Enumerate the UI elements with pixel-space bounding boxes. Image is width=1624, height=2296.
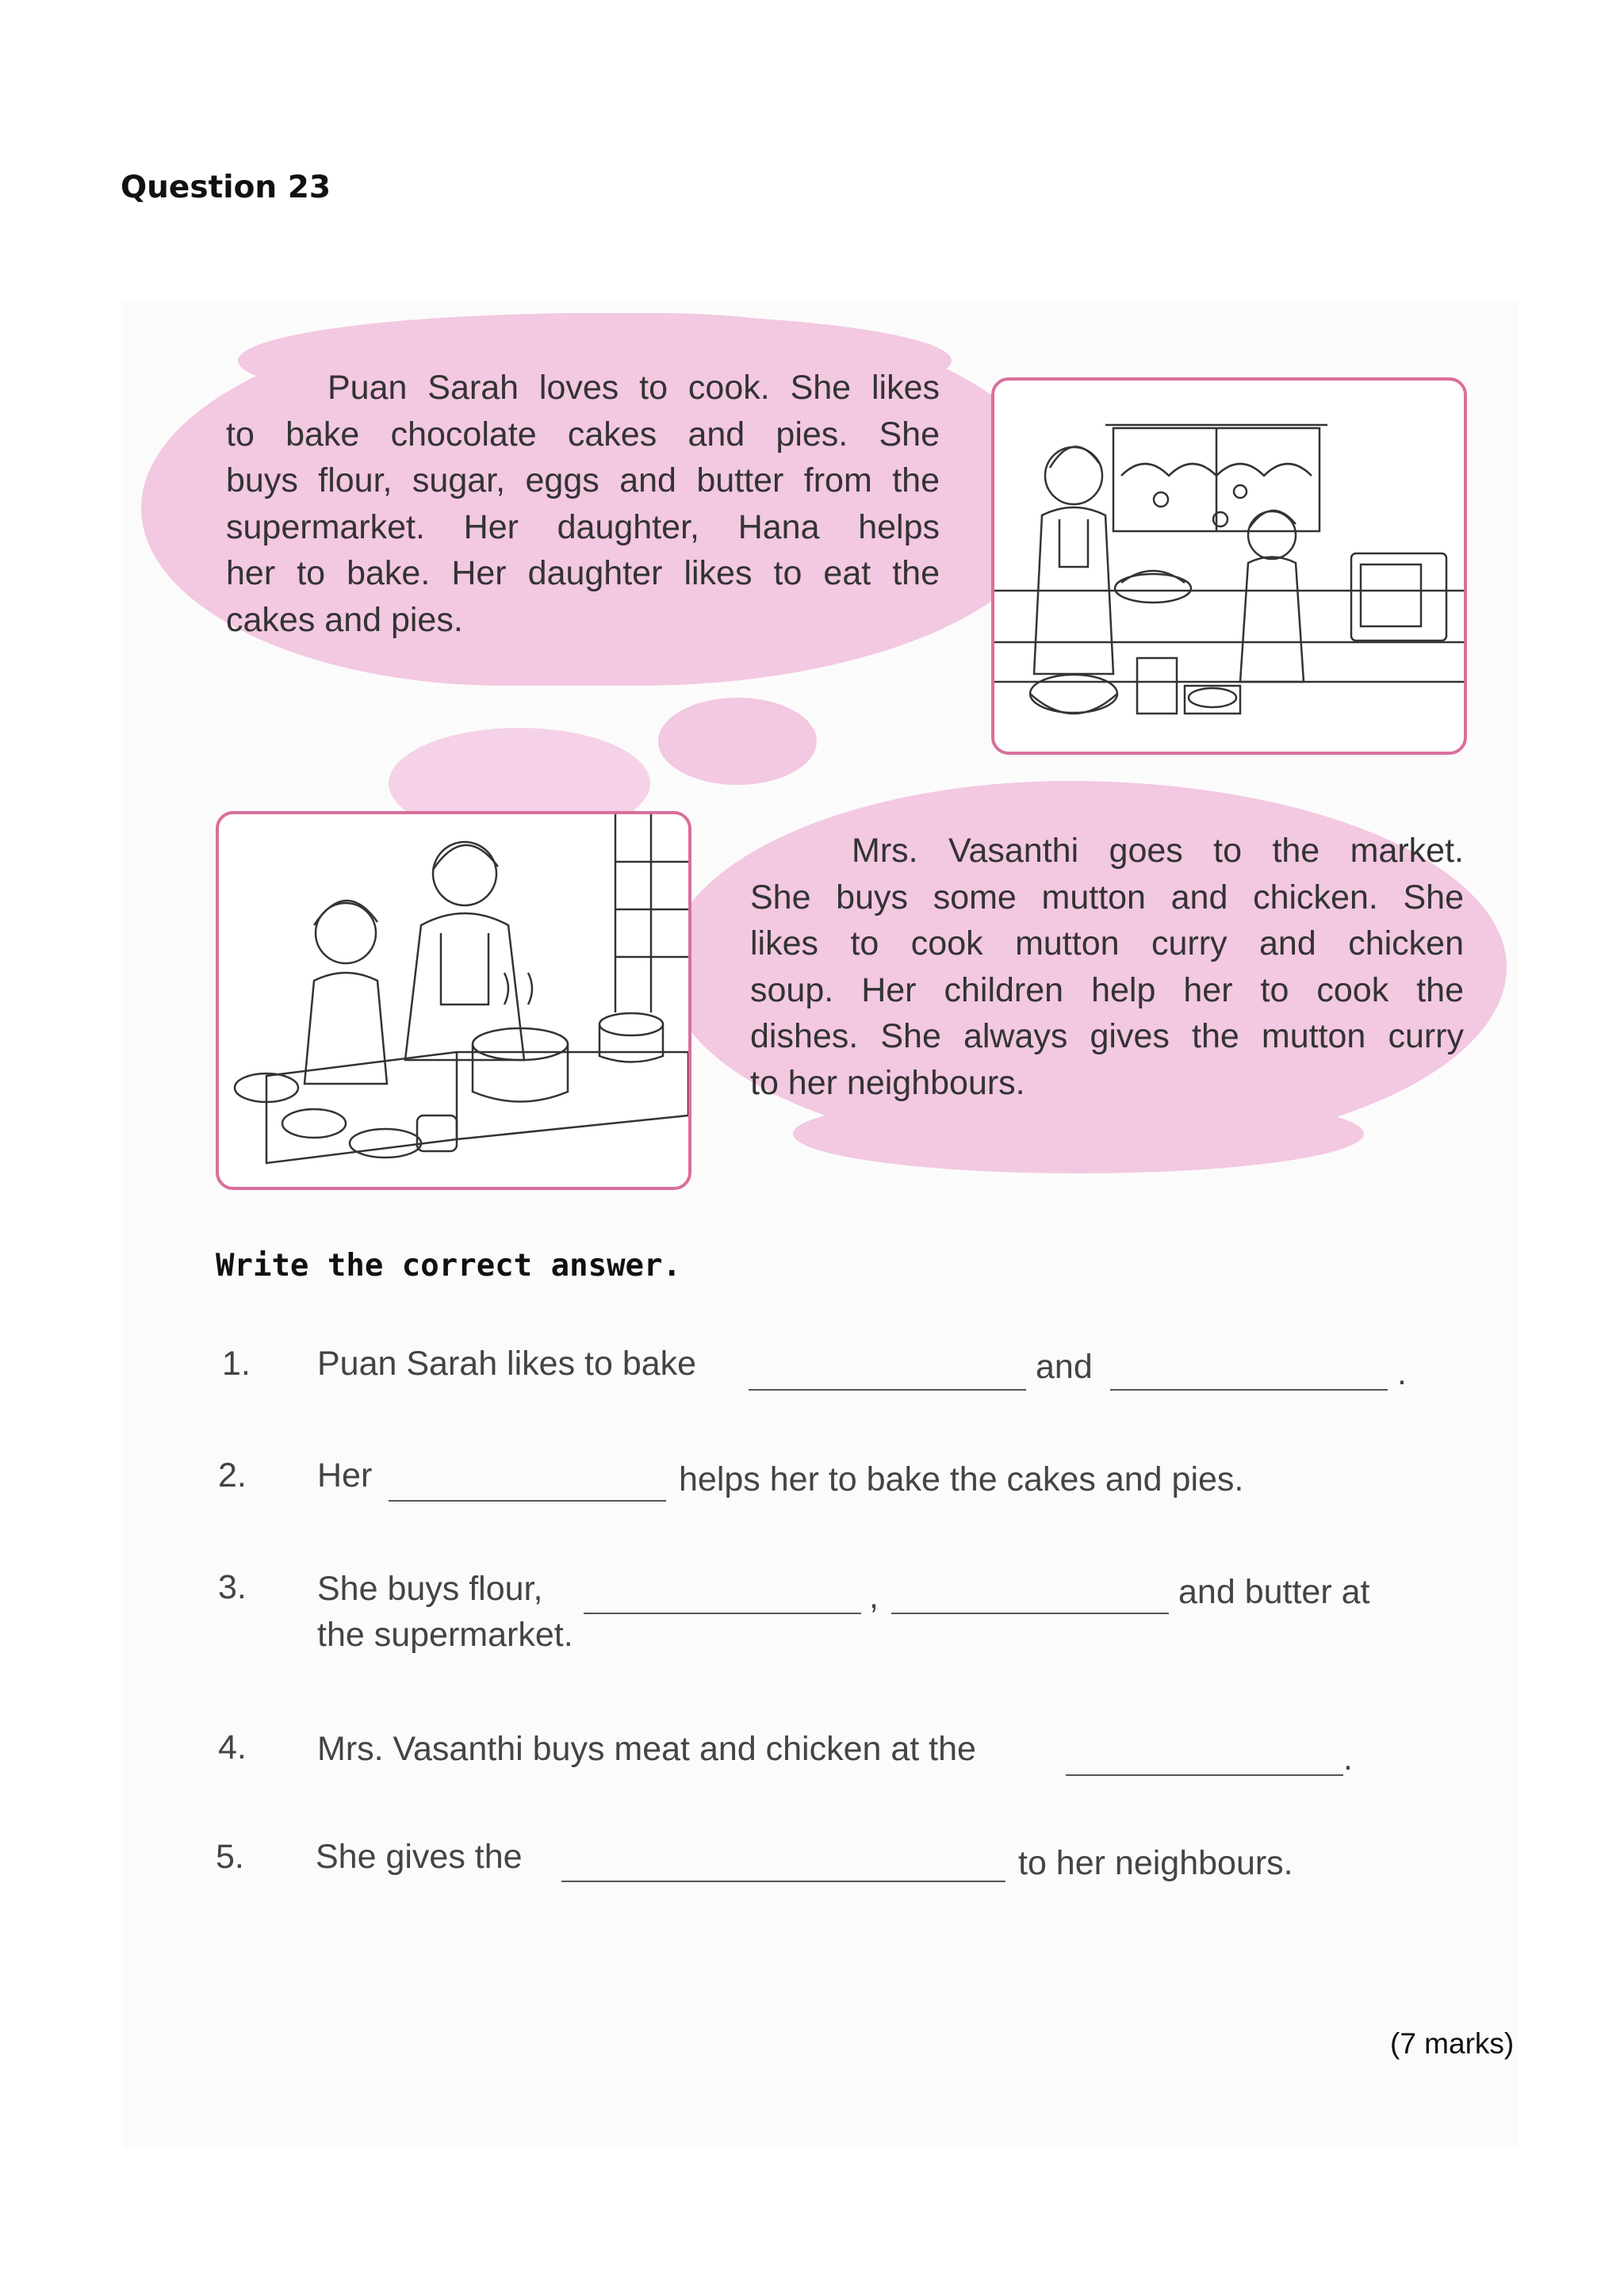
question-text: Her xyxy=(317,1456,373,1494)
passage-2 xyxy=(750,828,1464,1106)
answer-blank[interactable] xyxy=(584,1613,861,1614)
answer-blank[interactable] xyxy=(561,1881,1005,1882)
instruction: Write the correct answer. xyxy=(216,1248,681,1284)
question-text: and xyxy=(1036,1348,1093,1386)
passage-1-line: cakes and pies. xyxy=(226,600,463,639)
answer-blank[interactable] xyxy=(1066,1774,1343,1776)
passage-2-line: dishes. She always gives the mutton curry xyxy=(750,1017,1464,1055)
cloud-1-puff xyxy=(658,698,817,785)
question-number: 4. xyxy=(218,1728,247,1766)
passage-1 xyxy=(226,365,940,643)
question-text: She buys flour, xyxy=(317,1570,543,1608)
question-number: 5. xyxy=(216,1838,244,1876)
passage-1-line: to bake chocolate cakes and pies. She xyxy=(226,415,940,453)
question-text: , xyxy=(869,1578,879,1616)
question-text: Mrs. Vasanthi buys meat and chicken at the xyxy=(317,1730,976,1768)
passage-1-line: her to bake. Her daughter likes to eat the xyxy=(226,554,940,592)
answer-blank[interactable] xyxy=(891,1613,1169,1614)
question-text: and butter at xyxy=(1178,1573,1370,1611)
baking-scene-drawing xyxy=(994,381,1464,752)
passage-1-line: Puan Sarah loves to cook. She likes xyxy=(327,369,940,407)
question-text: . xyxy=(1397,1354,1407,1392)
passage-1-line: supermarket. Her daughter, Hana helps xyxy=(226,507,940,546)
cloud-2-lobe xyxy=(793,1094,1364,1173)
question-text: She gives the xyxy=(316,1838,523,1876)
question-number: 1. xyxy=(222,1345,251,1383)
answer-blank[interactable] xyxy=(1110,1389,1388,1391)
cooking-scene-drawing xyxy=(219,814,688,1187)
question-number: 2. xyxy=(218,1456,247,1494)
question-text: to her neighbours. xyxy=(1018,1844,1293,1882)
baking-illustration xyxy=(991,377,1467,755)
question-text: the supermarket. xyxy=(317,1616,573,1654)
passage-2-line: Mrs. Vasanthi goes to the market. xyxy=(852,832,1464,870)
answer-blank[interactable] xyxy=(389,1500,666,1502)
passage-1-line: buys flour, sugar, eggs and butter from the xyxy=(226,461,940,499)
passage-2-line: likes to cook mutton curry and chicken xyxy=(750,924,1464,962)
question-text: Puan Sarah likes to bake xyxy=(317,1345,697,1383)
question-text: helps her to bake the cakes and pies. xyxy=(679,1460,1244,1498)
passage-2-line: She buys some mutton and chicken. She xyxy=(750,878,1464,916)
answer-blank[interactable] xyxy=(749,1389,1026,1391)
passage-2-line: soup. Her children help her to cook the xyxy=(750,970,1464,1009)
marks-label: (7 marks) xyxy=(1390,2027,1515,2060)
cooking-illustration xyxy=(216,811,691,1190)
question-text: . xyxy=(1343,1739,1353,1777)
passage-2-line: to her neighbours. xyxy=(750,1063,1025,1102)
question-number: 3. xyxy=(218,1568,247,1606)
question-title: Question 23 xyxy=(121,170,331,205)
